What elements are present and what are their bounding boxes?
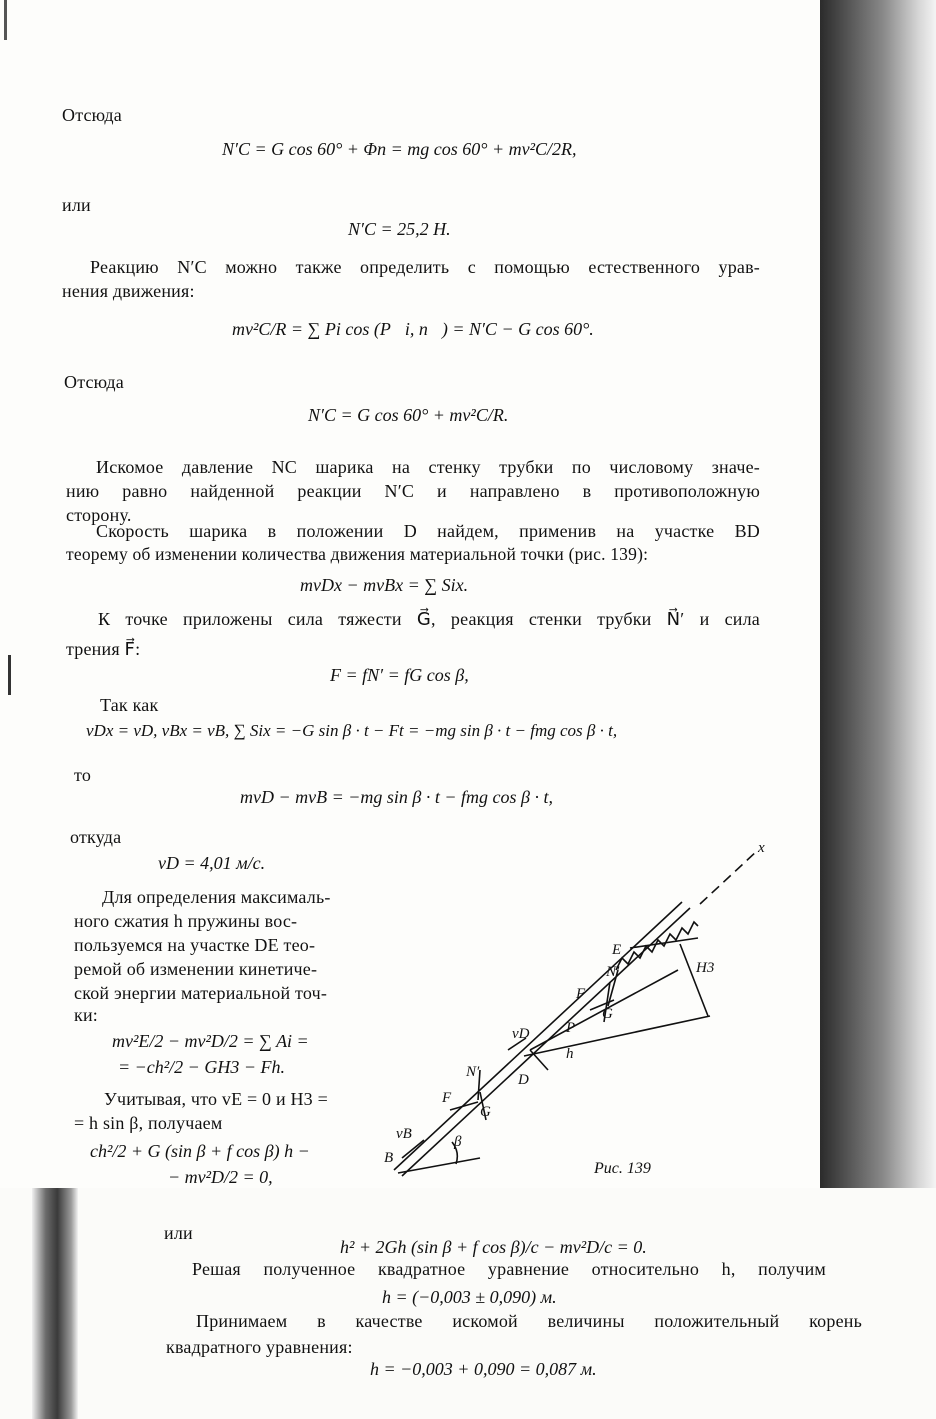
label-beta: β xyxy=(454,1134,462,1150)
equation: vDx = vD, vBx = vB, ∑ Six = −G sin β · t − Ft = −mg sin β · t − fmg cos β · t, xyxy=(86,721,618,740)
vB-arrow xyxy=(402,1140,424,1158)
text-line: Отсюда xyxy=(62,105,122,125)
equation: mvDx − mvBx = ∑ Six. xyxy=(300,575,469,595)
label-P: P xyxy=(566,1020,576,1036)
text-line: ного сжатия h пружины вос- xyxy=(74,911,298,931)
text-line: трения F⃗: xyxy=(66,639,141,659)
equation: vD = 4,01 м/с. xyxy=(158,853,266,873)
label-N: N′ xyxy=(606,964,620,980)
label-vB: vB xyxy=(396,1126,412,1142)
scan-shadow-right xyxy=(820,0,936,1188)
text-line: откуда xyxy=(70,827,122,847)
text-line: сторону. xyxy=(66,505,132,525)
text-line: Решая полученное квадратное уравнение относительно h, получим xyxy=(192,1259,826,1279)
equation: N′C = G cos 60° + Φn = mg cos 60° + mv²C/2R, xyxy=(222,139,577,159)
equation: F = fN′ = fG cos β, xyxy=(330,665,469,685)
text-line: ской энергии материальной точ- xyxy=(74,983,328,1003)
dimension-line xyxy=(680,944,708,1016)
equation: − mv²D/2 = 0, xyxy=(168,1167,273,1187)
label-N: N′ xyxy=(466,1064,480,1080)
text-line: нения движения: xyxy=(62,281,195,301)
label-h: h xyxy=(566,1046,574,1062)
text-line: Отсюда xyxy=(64,372,124,392)
text-line: Учитывая, что vE = 0 и H3 = xyxy=(104,1089,328,1109)
text-line: квадратного уравнения: xyxy=(166,1337,353,1357)
text-line: или xyxy=(62,195,91,215)
label-G: G xyxy=(480,1104,491,1120)
label-B: B xyxy=(384,1150,394,1166)
label-H3: H3 xyxy=(696,960,715,976)
equation: mv²E/2 − mv²D/2 = ∑ Ai = xyxy=(112,1031,309,1051)
text-line: Скорость шарика в положении D найдем, применив на участке BD xyxy=(96,521,760,541)
label-F: F xyxy=(442,1090,452,1106)
x-axis xyxy=(700,850,758,904)
equation: ch²/2 + G (sin β + f cos β) h − xyxy=(90,1141,310,1161)
equation: N′C = G cos 60° + mv²C/R. xyxy=(308,405,509,425)
label-vD: vD xyxy=(512,1026,530,1042)
text-line: Искомое давление NC шарика на стенку трубки по числовому значе- xyxy=(96,457,760,477)
text-line: К точке приложены сила тяжести G⃗, реакция стенки трубки N⃗′ и сила xyxy=(98,609,760,629)
text-line: нию равно найденной реакции N′C и направлено в противоположную xyxy=(66,481,760,501)
label-G: G xyxy=(602,1006,613,1022)
figure-139 xyxy=(380,840,780,1180)
scan-mark xyxy=(8,655,11,695)
equation: = −ch²/2 − GH3 − Fh. xyxy=(118,1057,285,1077)
text-line: Так как xyxy=(100,695,159,715)
text-line: ки: xyxy=(74,1005,98,1025)
equation: h = (−0,003 ± 0,090) м. xyxy=(382,1287,557,1307)
horizontal-line xyxy=(398,1158,480,1173)
text-line: Принимаем в качестве искомой величины положительный корень xyxy=(196,1311,862,1331)
equation: mv²C/R = ∑ Pi cos (P⃗i, n⃗) = N′C − G cos 60°. xyxy=(232,319,594,339)
text-line: пользуемся на участке DE тео- xyxy=(74,935,316,955)
text-line: теорему об изменении количества движения материальной точки (рис. 139): xyxy=(66,544,649,564)
label-x: x xyxy=(758,840,765,856)
text-line: то xyxy=(74,765,92,785)
equation: h = −0,003 + 0,090 = 0,087 м. xyxy=(370,1359,597,1379)
text-line: Реакцию N′C можно также определить с помощью естественного урав- xyxy=(90,257,760,277)
scan-mark xyxy=(4,0,7,40)
label-D: D xyxy=(518,1072,529,1088)
equation: h² + 2Gh (sin β + f cos β)/c − mv²D/c = 0. xyxy=(340,1237,647,1257)
equation: mvD − mvB = −mg sin β · t − fmg cos β · t, xyxy=(240,787,553,807)
spring xyxy=(616,922,698,970)
equation: N′C = 25,2 Н. xyxy=(348,219,451,239)
scan-shadow-left xyxy=(32,1188,78,1419)
label-F: F xyxy=(576,986,586,1002)
text-line: ремой об изменении кинетиче- xyxy=(74,959,318,979)
label-E: E xyxy=(612,942,622,958)
text-line: Для определения максималь- xyxy=(102,887,331,907)
text-line: или xyxy=(164,1223,193,1243)
tube-line xyxy=(394,902,682,1170)
text-line: = h sin β, получаем xyxy=(74,1113,223,1133)
figure-caption: Рис. 139 xyxy=(594,1160,651,1177)
